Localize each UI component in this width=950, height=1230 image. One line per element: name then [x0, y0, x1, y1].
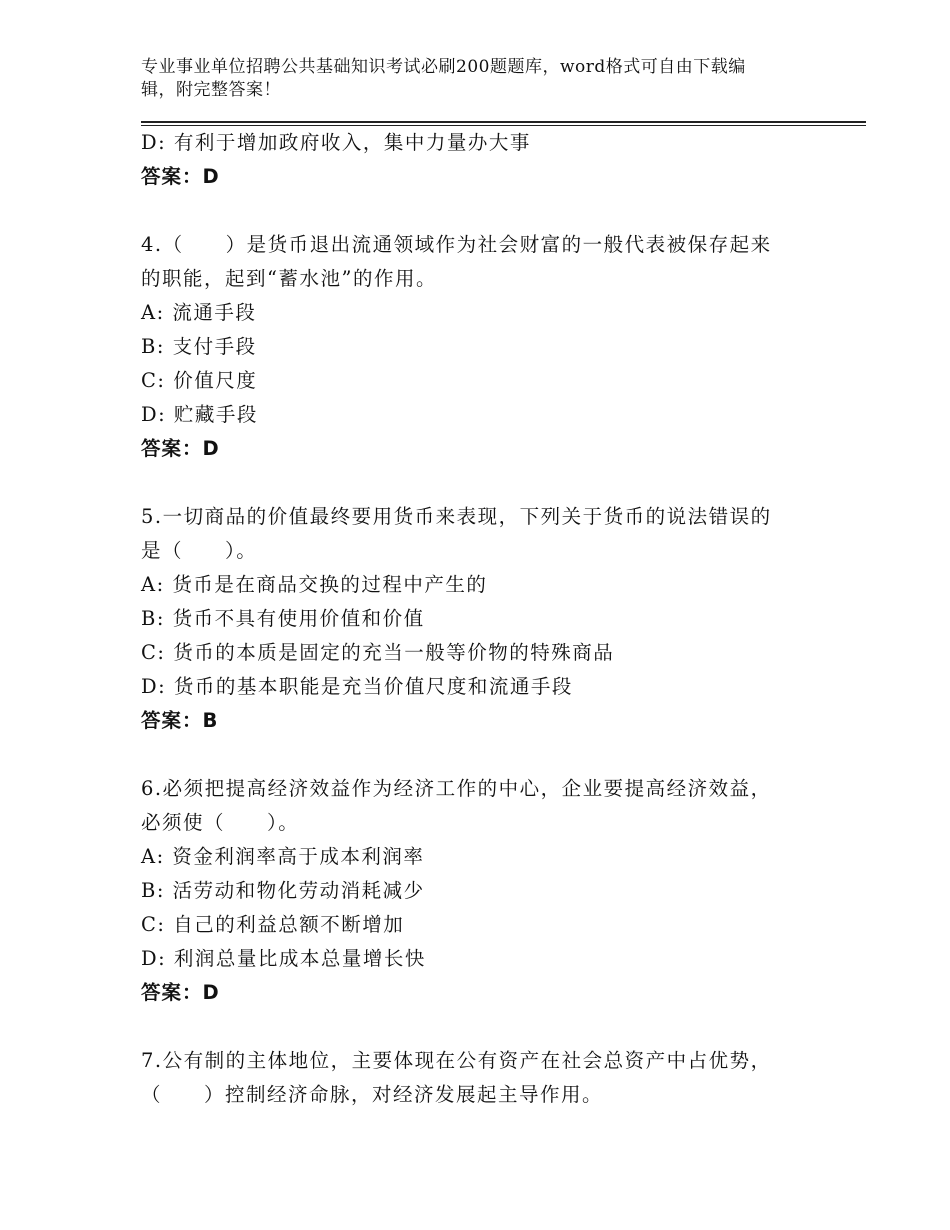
- option-d: D: 贮藏手段: [141, 403, 258, 426]
- page-header: [141, 56, 801, 102]
- option-a: A: 资金利润率高于成本利润率: [141, 845, 425, 868]
- question-7: [141, 1044, 821, 1112]
- header-line-1: 专业事业单位招聘公共基础知识考试必刷200题题库，word格式可自由下载编: [141, 57, 746, 77]
- question-stem-line-2: 是（ ）。: [141, 539, 258, 562]
- answer-line: 答案：D: [141, 437, 220, 460]
- question-stem-line-2: 的职能，起到“蓄水池”的作用。: [141, 267, 437, 290]
- question-stem-line-2: （ ）控制经济命脉，对经济发展起主导作用。: [141, 1083, 604, 1106]
- option-b: B: 活劳动和物化劳动消耗减少: [141, 879, 425, 902]
- option-c: C: 货币的本质是固定的充当一般等价物的特殊商品: [141, 641, 615, 664]
- question-stem-line-1: 5.一切商品的价值最终要用货币来表现，下列关于货币的说法错误的: [141, 505, 772, 528]
- option-c: C: 价值尺度: [141, 369, 258, 392]
- answer-line: 答案：D: [141, 165, 220, 188]
- option-c: C: 自己的利益总额不断增加: [141, 913, 405, 936]
- header-line-2: 辑，附完整答案！: [141, 80, 281, 100]
- option-b: B: 支付手段: [141, 335, 257, 358]
- option-d: D: 货币的基本职能是充当价值尺度和流通手段: [141, 675, 573, 698]
- answer-line: 答案：B: [141, 709, 219, 732]
- option-a: A: 货币是在商品交换的过程中产生的: [141, 573, 488, 596]
- question-stem-line-2: 必须使（ ）。: [141, 811, 300, 834]
- question-stem-line-1: 7.公有制的主体地位，主要体现在公有资产在社会总资产中占优势，: [141, 1049, 772, 1072]
- question-stem-line-1: 4.（ ）是货币退出流通领域作为社会财富的一般代表被保存起来: [141, 233, 772, 256]
- option-d: D: 有利于增加政府收入，集中力量办大事: [141, 131, 531, 154]
- option-d: D: 利润总量比成本总量增长快: [141, 947, 426, 970]
- question-4: [141, 228, 821, 466]
- option-a: A: 流通手段: [141, 301, 257, 324]
- previous-question-tail: [141, 126, 821, 194]
- question-5: [141, 500, 821, 738]
- option-b: B: 货币不具有使用价值和价值: [141, 607, 425, 630]
- header-divider-thick: [141, 121, 866, 123]
- question-list: [141, 126, 821, 1112]
- question-stem-line-1: 6.必须把提高经济效益作为经济工作的中心，企业要提高经济效益，: [141, 777, 772, 800]
- question-6: [141, 772, 821, 1010]
- answer-line: 答案：D: [141, 981, 220, 1004]
